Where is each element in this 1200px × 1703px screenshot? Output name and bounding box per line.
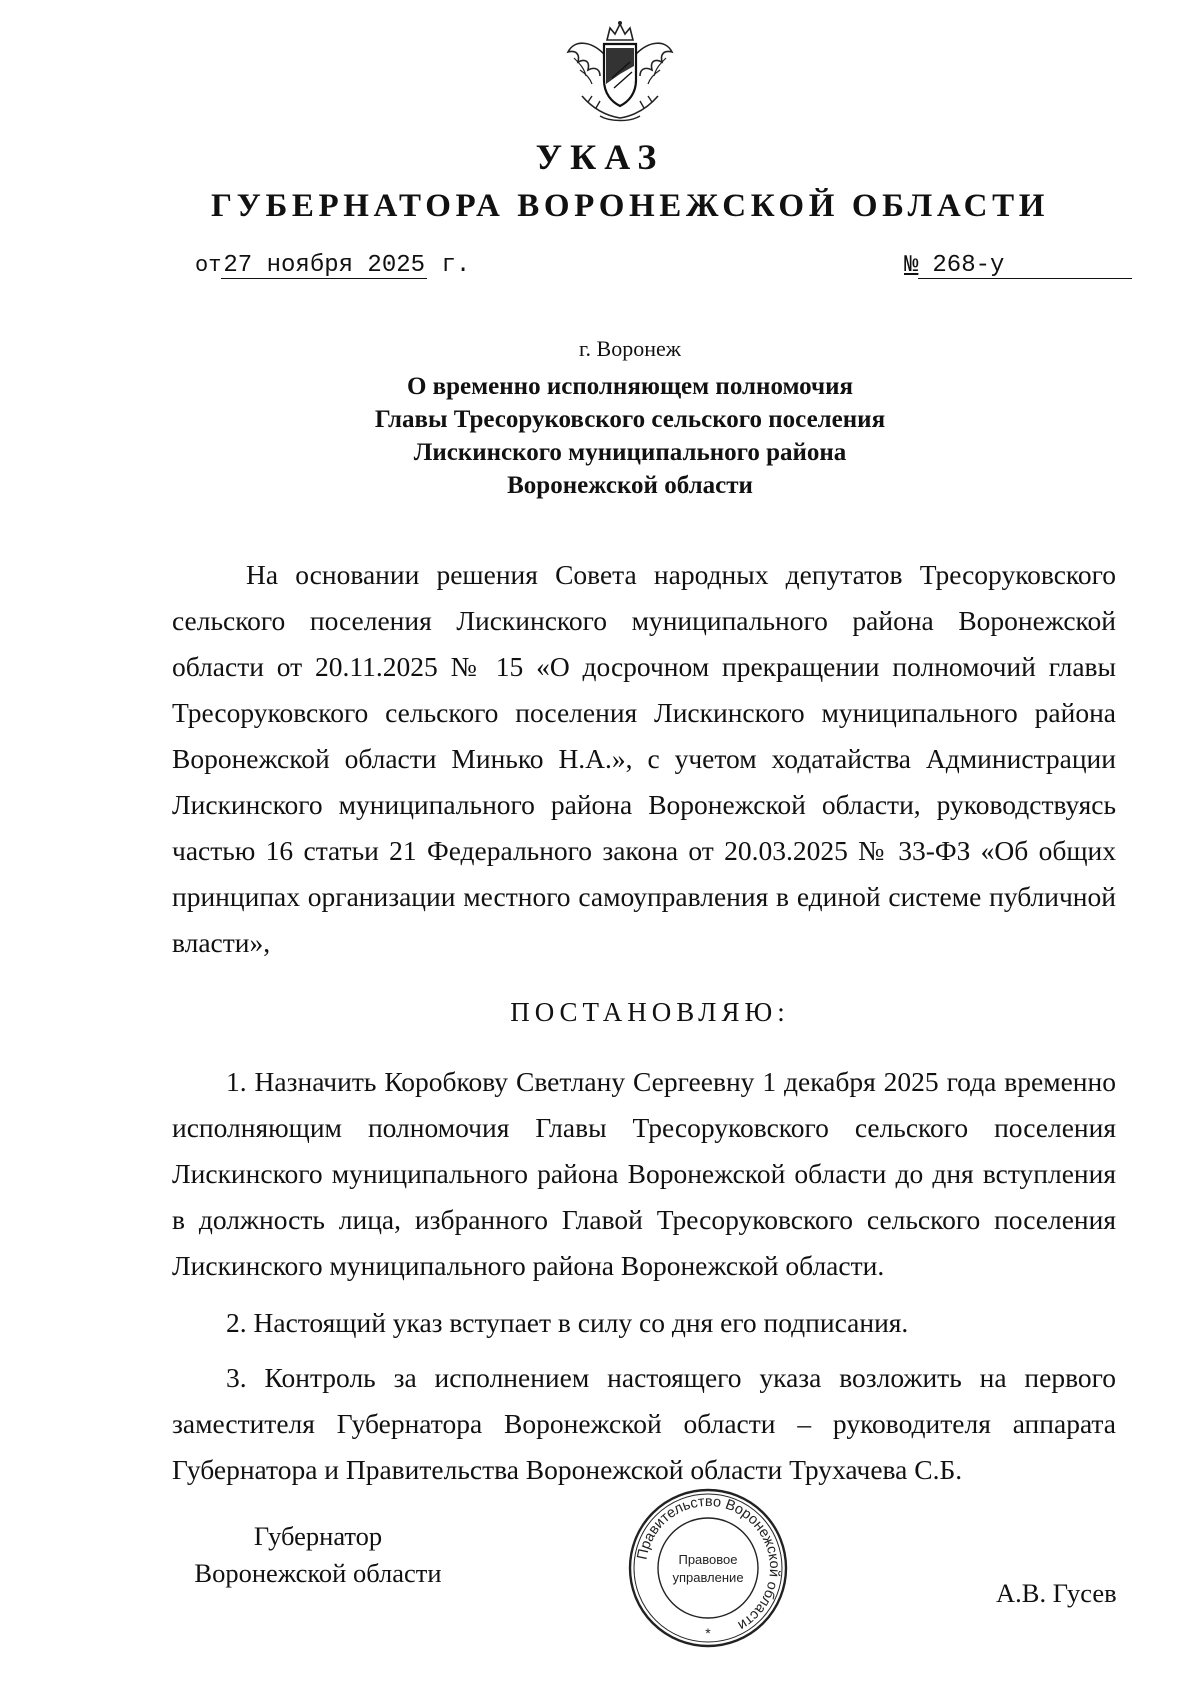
decree-item-2: 2. Настоящий указ вступает в силу со дня его подписания. (226, 1307, 909, 1338)
decree-word: ПОСТАНОВЛЯЮ: (510, 997, 790, 1027)
document-date (195, 252, 470, 279)
stamp-star: * (705, 1625, 711, 1641)
preamble-paragraph: На основании решения Совета народных депутатов Тресоруковского сельского поселения Лискинского муниципального района Воронежской области от 20.11.2025 № 15 «О досрочном прекращении полномочий главы Тресоруковского сельского поселения Лискинского муниципального района Воронежской области Минько Н.А.», с учетом ходатайства Администрации Лискинского муниципального района Воронежской области, руководствуясь частью 16 статьи 21 Федерального закона от 20.03.2025 № 33-ФЗ «Об общих принципах организации местного самоуправления в единой системе публичной власти», (172, 559, 1116, 958)
date-suffix: г. (441, 252, 471, 279)
number-prefix: № (904, 252, 919, 279)
official-stamp (626, 1486, 790, 1650)
signer-name: А.В. Гусев (996, 1578, 1117, 1608)
stamp-ring-text: Правительство Воронежской области (634, 1493, 783, 1634)
stamp-center-line: управление (672, 1570, 744, 1585)
decree-item-3: 3. Контроль за исполнением настоящего указа возложить на первого заместителя Губернатора Воронежской области – руководителя аппарата Губернатора и Правительства Воронежской области Трухачева С.Б. (172, 1362, 1116, 1485)
number-value: 268-у (918, 254, 1132, 279)
date-value: 27 ноября 2025 (223, 252, 426, 279)
heading-line: Главы Тресоруковского сельского поселения (374, 406, 886, 433)
coat-of-arms-emblem (560, 18, 680, 126)
date-prefix: от (195, 253, 222, 278)
heading-line: О временно исполняющем полномочия (406, 373, 854, 400)
document-subtitle: ГУБЕРНАТОРА ВОРОНЕЖСКОЙ ОБЛАСТИ (211, 188, 1049, 224)
signature-title-line: Воронежской области (194, 1558, 442, 1588)
signature-title-line: Губернатор (253, 1521, 383, 1551)
document-title: УКАЗ (535, 137, 665, 177)
document-number (904, 252, 1132, 279)
stamp-center-line: Правовое (678, 1552, 738, 1567)
heading-line: Воронежской области (507, 472, 753, 499)
heading-line: Лискинского муниципального района (413, 439, 847, 466)
document-city: г. Воронеж (579, 336, 681, 361)
document-heading (0, 370, 1200, 502)
signature-title (168, 1518, 468, 1592)
decree-item-1: 1. Назначить Коробкову Светлану Сергеевну 1 декабря 2025 года временно исполняющим полномочия Главы Тресоруковского сельского поселения Лискинского муниципального района Воронежской области до дня вступления в должность лица, избранного Главой Тресоруковского сельского поселения Лискинского муниципального района Воронежской области. (172, 1066, 1116, 1281)
